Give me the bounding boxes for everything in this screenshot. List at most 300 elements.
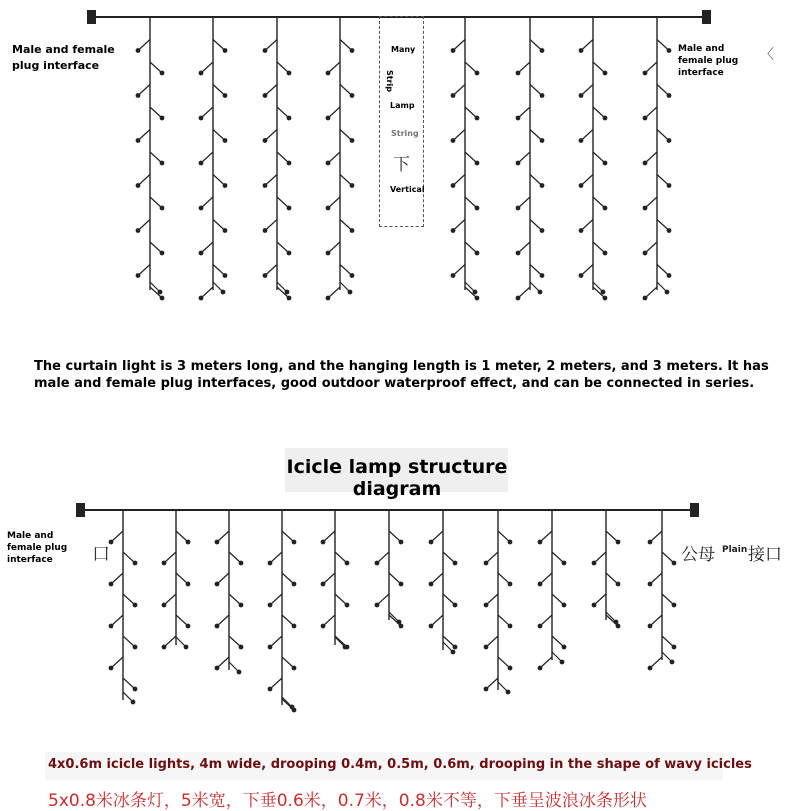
curtain-light-caption: The curtain light is 3 meters long, and the hanging length is 1 meter, 2 meters, and 3 meters. It has male and female plug interfaces, good outdoor waterproof effect, and can be connected in series. [34,359,769,391]
bulb [263,93,268,98]
bulb-lead [111,573,123,584]
bulb-lead [328,62,340,73]
bulb-lead [213,40,225,51]
box-text-glyph: 下 [393,155,410,175]
bulb-lead [593,197,605,208]
bulb [648,540,653,545]
bulb [109,624,114,629]
bulb [287,161,292,166]
bulb [285,290,290,295]
bulb-lead [340,175,352,186]
bulb [399,582,404,587]
bulb-lead [340,130,352,141]
bulb-lead [265,40,277,51]
bulb-lead [265,85,277,96]
bulb [290,705,295,710]
bulb-lead [138,130,150,141]
bulb-lead [138,220,150,231]
bulb [592,603,597,608]
bulb [292,624,297,629]
bulb-lead [443,594,455,605]
bulb [350,273,355,278]
bulb [538,582,543,587]
bulb-lead [265,130,277,141]
bulb [540,48,545,53]
icicle-diagram-title: Icicle lamp structure diagram [286,456,508,500]
bulb [540,228,545,233]
bulb [667,183,672,188]
bulb [136,183,141,188]
bulb-lead [270,678,282,689]
bulb-lead [650,615,662,626]
bulb-lead [328,107,340,118]
bulb-lead [217,657,229,668]
bulb-lead [486,594,498,605]
bulb [643,251,648,256]
bulb [199,116,204,121]
bulb-lead [645,107,657,118]
bulb [292,666,297,671]
bulb-lead [340,265,352,276]
right-plug-glyph: 〈 [760,47,774,63]
bulb-lead [465,107,477,118]
bulb-lead [465,242,477,253]
bulb [603,206,608,211]
bulb [287,296,292,301]
bulb [475,296,480,301]
bulb [562,603,567,608]
bulb-lead [282,615,294,626]
bulb-lead [277,152,289,163]
bulb [239,603,244,608]
bulb [263,138,268,143]
bulb-lead [201,107,213,118]
bulb [162,603,167,608]
bulb-lead [323,615,335,626]
bulb-lead [657,40,669,51]
bulb [648,666,653,671]
bulb [475,251,480,256]
bulb [453,561,458,566]
bulb [603,116,608,121]
bulb [223,138,228,143]
box-text-vertical: Vertical [390,185,425,194]
bulb [560,660,565,665]
bulb-lead [265,220,277,231]
bulb-lead [530,40,542,51]
bulb-lead [150,152,162,163]
bulb [160,206,165,211]
bulb-lead [581,85,593,96]
bulb-lead [150,197,162,208]
bulb-lead [498,657,510,668]
bulb-lead [201,62,213,73]
bulb-lead [176,615,188,626]
bulb-lead [328,242,340,253]
bulb [184,645,189,650]
bulb-lead [323,573,335,584]
bulb-lead [201,287,213,298]
bulb [350,93,355,98]
bulb-lead [201,152,213,163]
bulb [453,645,458,650]
bulb [473,290,478,295]
bulb-lead [518,287,530,298]
bulb-lead [581,175,593,186]
bulb [475,116,480,121]
bulb-lead [552,594,564,605]
bulb-lead [453,175,465,186]
left-plug-glyph-2: 口 [92,544,110,565]
bulb-lead [540,615,552,626]
bulb [215,666,220,671]
bulb-lead [465,62,477,73]
bulb [667,93,672,98]
bulb [350,138,355,143]
bulb [158,290,163,295]
bulb-lead [377,594,389,605]
bulb-lead [229,594,241,605]
bulb [484,645,489,650]
bulb [603,251,608,256]
bulb [160,71,165,76]
bulb-lead [389,573,401,584]
bulb [199,296,204,301]
bulb [268,561,273,566]
bulb-lead [498,615,510,626]
bulb [667,228,672,233]
bulb-lead [150,242,162,253]
bulb-lead [662,636,674,647]
bulb [643,206,648,211]
bulb [429,582,434,587]
bulb [540,93,545,98]
bulb-lead [581,220,593,231]
bulb-lead [340,40,352,51]
male-female-plug-label-left: Male and female plug interface [12,43,115,72]
bulb-lead [498,573,510,584]
bulb [350,183,355,188]
bulb-lead [645,62,657,73]
bulb-lead [282,531,294,542]
bulb [475,71,480,76]
bulb [538,290,543,295]
bulb-lead [213,220,225,231]
bulb-lead [443,552,455,563]
bulb [263,48,268,53]
bulb-lead [150,107,162,118]
bulb-lead [443,636,455,647]
bulb [475,206,480,211]
bulb [451,138,456,143]
bulb [292,540,297,545]
bulb [451,93,456,98]
bulb [601,290,606,295]
bulb-lead [176,573,188,584]
bulb-lead [657,220,669,231]
bulb [451,650,456,655]
bulb-lead [486,636,498,647]
bulb [648,582,653,587]
bulb [160,116,165,121]
bulb [643,161,648,166]
bulb-lead [328,197,340,208]
bulb-lead [138,40,150,51]
bulb-lead [530,175,542,186]
bulb [451,48,456,53]
bulb-lead [530,265,542,276]
icicle-light-wires [76,503,699,712]
bulb [345,603,350,608]
bulb-lead [530,220,542,231]
bulb-lead [453,130,465,141]
bulb-lead [645,152,657,163]
box-text-many: Many [391,45,416,54]
bulb [199,161,204,166]
bulb-lead [138,175,150,186]
bulb [508,666,513,671]
bulb-lead [217,573,229,584]
bulb [239,645,244,650]
box-text-lamp: Lamp [390,101,415,110]
bulb-lead [518,197,530,208]
bulb [221,290,226,295]
bulb [592,561,597,566]
bulb-lead [650,531,662,542]
bulb-lead [213,175,225,186]
bulb-lead [540,531,552,542]
bulb-lead [277,62,289,73]
bulb-lead [138,265,150,276]
bulb-lead [606,531,618,542]
bulb [133,645,138,650]
bulb [562,561,567,566]
bulb [223,228,228,233]
bulb [508,582,513,587]
bulb-lead [277,197,289,208]
bulb-lead [645,197,657,208]
bulb-lead [340,220,352,231]
bulb [133,561,138,566]
bulb-lead [645,242,657,253]
bulb-lead [465,197,477,208]
bulb [508,540,513,545]
bulb [429,540,434,545]
bulb [136,48,141,53]
bulb-lead [164,552,176,563]
bulb-lead [530,130,542,141]
bulb [579,93,584,98]
bulb [239,561,244,566]
box-text-string: String [391,129,419,138]
bulb [506,690,511,695]
bulb [516,71,521,76]
bulb-lead [650,573,662,584]
bulb [516,161,521,166]
bulb [321,540,326,545]
bulb-lead [581,130,593,141]
bulb-lead [518,107,530,118]
bulb [643,116,648,121]
bulb [643,296,648,301]
bulb [186,624,191,629]
bulb-lead [657,175,669,186]
bulb-lead [486,552,498,563]
bulb-lead [111,531,123,542]
bulb [186,540,191,545]
bulb-lead [540,657,552,668]
bulb-lead [201,242,213,253]
bulb [268,687,273,692]
bulb [215,540,220,545]
bulb-lead [552,636,564,647]
bulb-lead [486,678,498,689]
bulb [375,561,380,566]
bulb [345,561,350,566]
bulb-lead [164,636,176,647]
bulb-lead [645,287,657,298]
bulb-lead [431,573,443,584]
icicle-light-caption: 4x0.6m icicle lights, 4m wide, drooping 0.4m, 0.5m, 0.6m, drooping in the shape of wavy icicles [48,757,752,772]
bulb-lead [389,531,401,542]
bulb [672,603,677,608]
bulb [268,645,273,650]
bulb [451,183,456,188]
bulb [538,540,543,545]
bulb [321,624,326,629]
bulb [399,540,404,545]
bulb [516,251,521,256]
bulb [223,183,228,188]
bulb [326,161,331,166]
bulb [199,71,204,76]
bulb-lead [581,40,593,51]
bulb [263,273,268,278]
bulb [665,290,670,295]
bulb [540,138,545,143]
bulb [133,687,138,692]
right-plug-cn-tail: 接口 [748,545,782,565]
bulb-lead [164,594,176,605]
bulb [475,161,480,166]
bulb [215,582,220,587]
bulb [603,71,608,76]
bulb-lead [213,85,225,96]
bulb [579,48,584,53]
bulb-lead [270,552,282,563]
bulb-lead [217,531,229,542]
bulb-lead [650,657,662,668]
bulb-lead [277,242,289,253]
bulb [348,290,353,295]
bulb [538,666,543,671]
bulb-lead [265,265,277,276]
bulb [616,582,621,587]
plug-end-right-2 [690,503,699,517]
bulb-lead [323,531,335,542]
bulb [237,670,242,675]
bulb [429,624,434,629]
bulb-lead [453,85,465,96]
box-text-strip: Strip [385,70,394,92]
bulb [160,251,165,256]
bulb [451,273,456,278]
bulb [109,582,114,587]
bulb-lead [431,615,443,626]
male-female-plug-label-left-2: Male and female plug interface [7,531,68,565]
bulb-lead [282,573,294,584]
bulb [326,206,331,211]
bulb-lead [377,552,389,563]
bulb-lead [453,40,465,51]
bulb [516,296,521,301]
bulb [263,228,268,233]
bulb [579,228,584,233]
bulb [453,603,458,608]
bulb-lead [229,636,241,647]
bulb [643,71,648,76]
bulb [287,116,292,121]
bulb [648,624,653,629]
bulb-lead [282,657,294,668]
bulb [223,48,228,53]
bulb [131,700,136,705]
right-plug-overlay-label: Plain [722,545,748,555]
bulb [223,93,228,98]
bulb-lead [335,552,347,563]
bulb-lead [662,552,674,563]
bulb-lead [530,85,542,96]
bulb-lead [270,636,282,647]
bulb [223,273,228,278]
bulb [667,48,672,53]
bulb [614,620,619,625]
bulb [667,273,672,278]
bulb [326,71,331,76]
bulb-lead [213,130,225,141]
bulb-lead [594,594,606,605]
bulb [603,296,608,301]
bulb-lead [453,265,465,276]
bulb-lead [201,197,213,208]
bulb [579,273,584,278]
bulb [162,561,167,566]
bulb-lead [606,573,618,584]
bulb [451,228,456,233]
bulb-lead [138,85,150,96]
bulb-lead [594,552,606,563]
bulb-lead [123,552,135,563]
bulb-lead [518,242,530,253]
bulb [136,273,141,278]
bulb [136,138,141,143]
bulb [484,603,489,608]
bulb [667,138,672,143]
bulb-lead [552,552,564,563]
bulb [397,620,402,625]
bulb [540,273,545,278]
bulb [136,228,141,233]
icicle-caption-chinese: 5x0.8米冰条灯，5米宽，下垂0.6米，0.7米，0.8米不等，下垂呈波浪冰条形状 [48,791,647,811]
bulb-lead [453,220,465,231]
bulb [484,687,489,692]
bulb-lead [662,594,674,605]
bulb-lead [465,152,477,163]
bulb-lead [277,107,289,118]
bulb [540,183,545,188]
bulb [263,183,268,188]
bulb [199,251,204,256]
